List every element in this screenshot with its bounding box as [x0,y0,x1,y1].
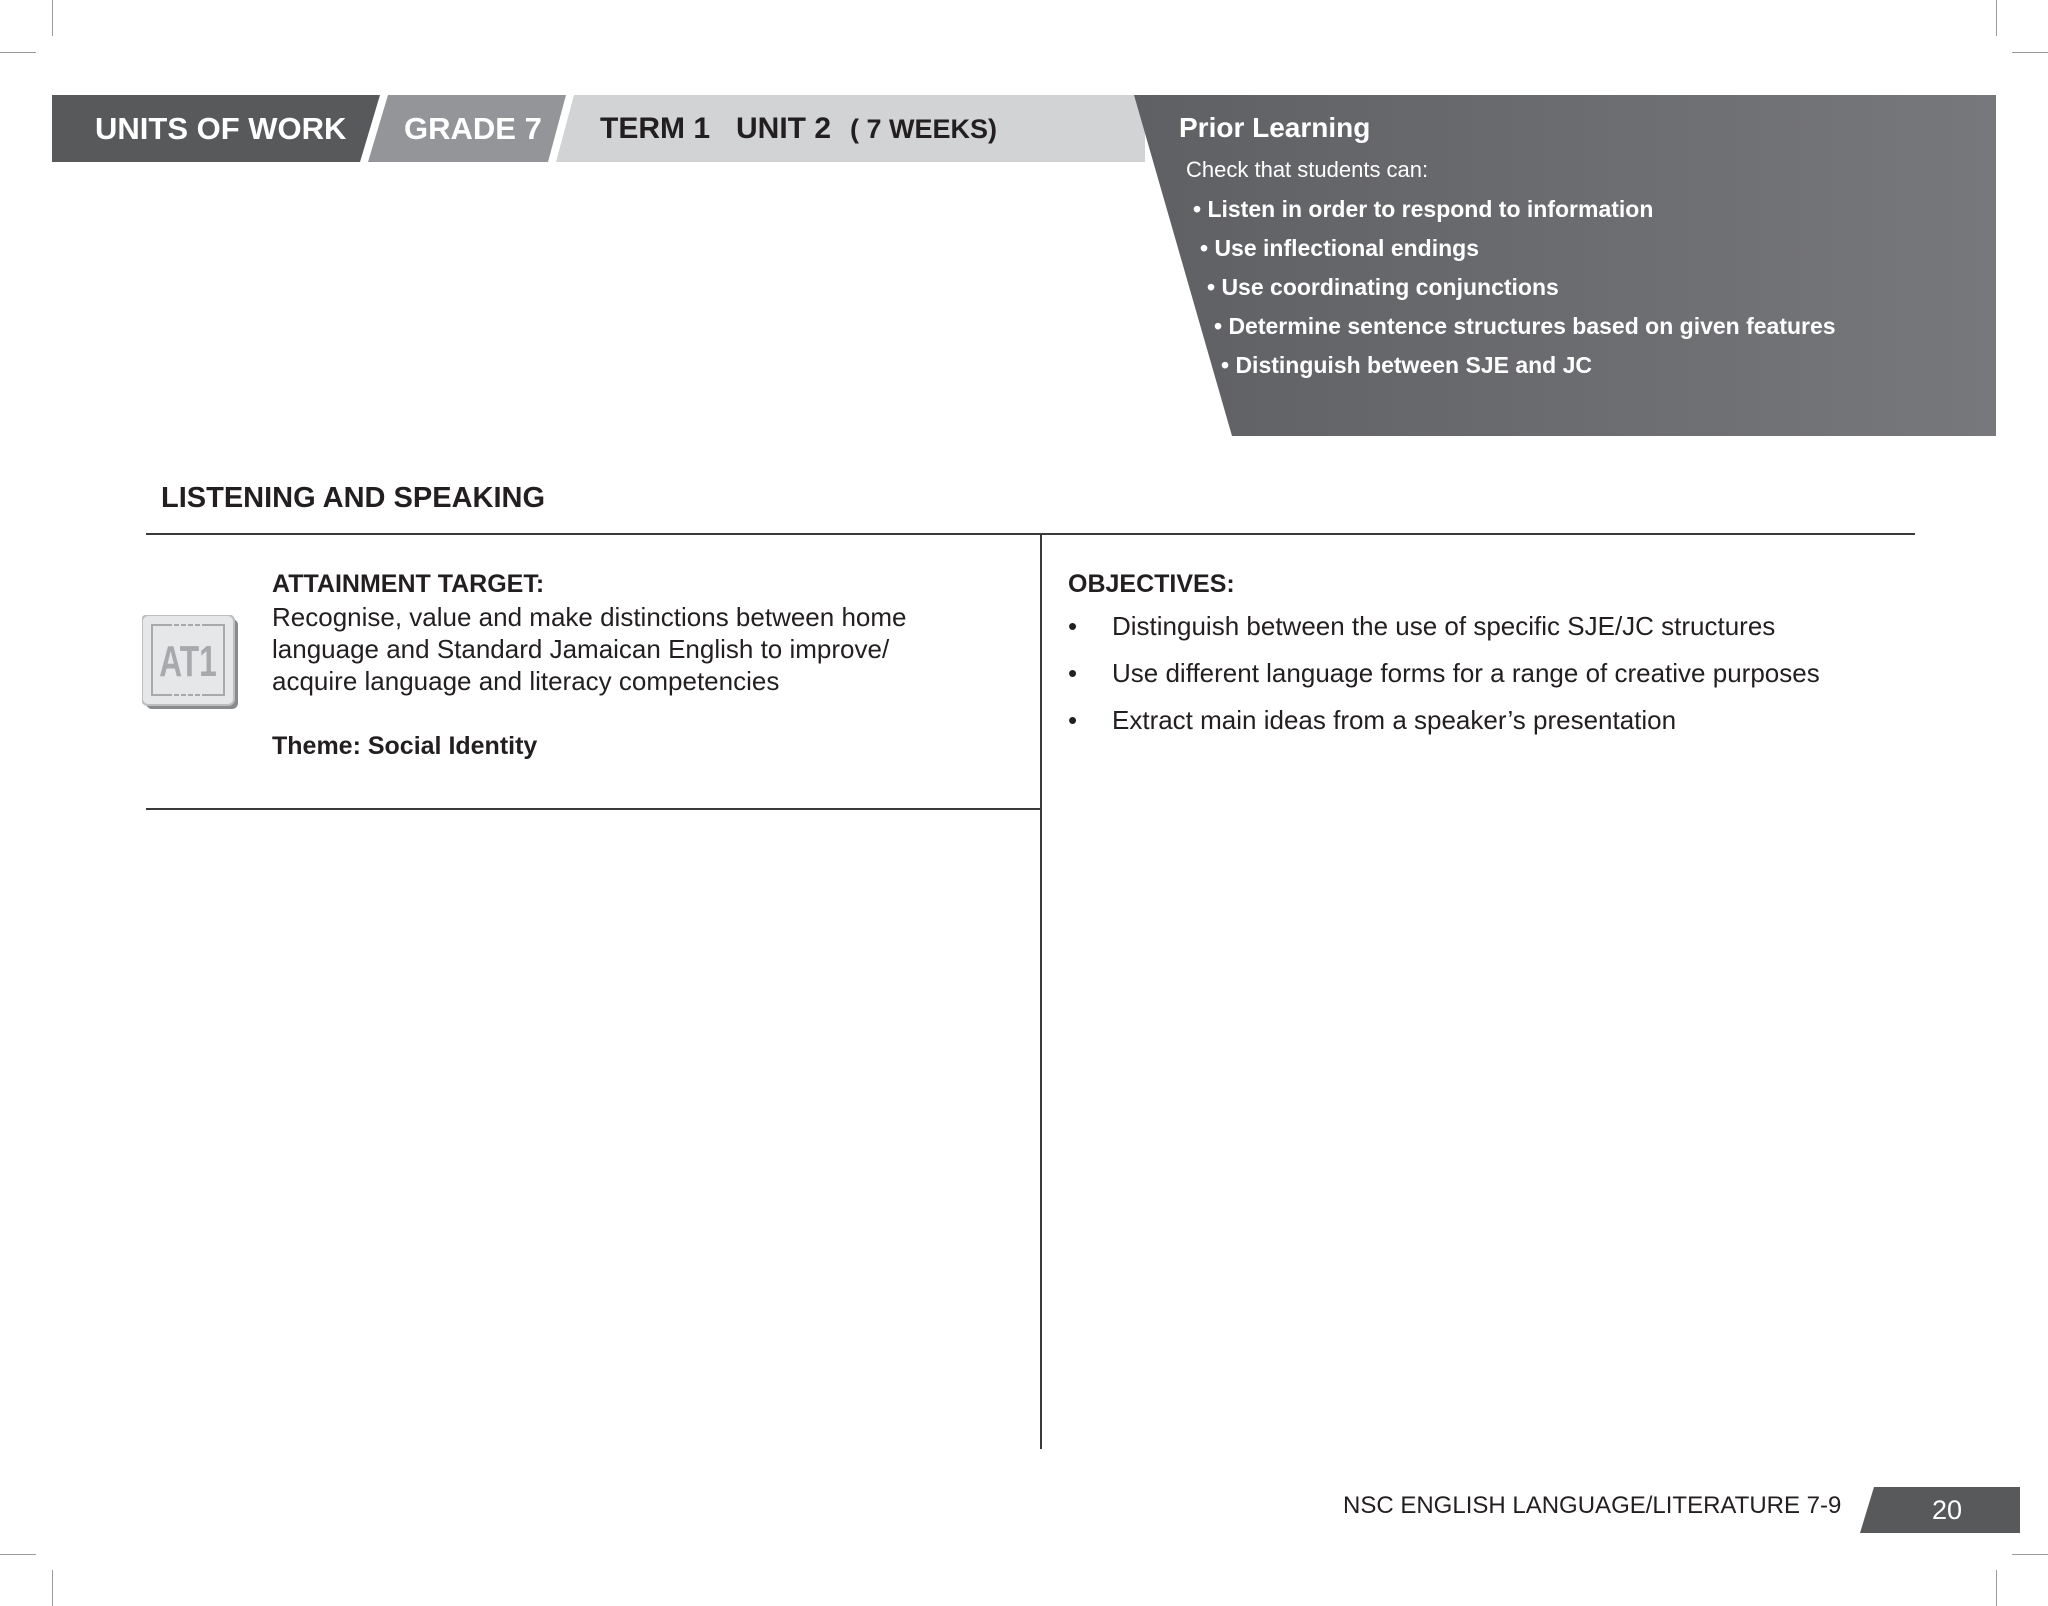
objectives-heading: OBJECTIVES: [1068,570,1235,598]
header-bar [0,0,2048,450]
prior-learning-title: Prior Learning [1179,112,1371,143]
units-of-work-label: UNITS OF WORK [95,111,347,146]
crop-mark [1996,1570,1997,1606]
section-rule [146,533,1915,535]
prior-learning-item: • Distinguish between SJE and JC [1221,352,1593,378]
crop-mark [52,1570,53,1606]
objective-item [1068,705,1676,736]
prior-learning-item: • Determine sentence structures based on given features [1214,313,1836,339]
at1-badge [142,615,240,711]
bullet: • [1068,658,1078,688]
prior-learning-panel [1134,95,1996,436]
prior-learning-intro: Check that students can: [1186,157,1429,182]
bullet: • [1068,705,1078,735]
objective-item [1068,658,1820,689]
prior-learning-item: • Use inflectional endings [1200,235,1479,261]
objective-text: Extract main ideas from a speaker’s presentation [1112,705,1677,735]
prior-learning-item: • Listen in order to respond to information [1193,196,1654,222]
term-label: TERM 1 [600,112,711,145]
objective-text: Distinguish between the use of specific SJE/JC structures [1112,611,1776,641]
prior-learning-item: • Use coordinating conjunctions [1207,274,1559,300]
grade-label: GRADE 7 [404,111,542,146]
page-number: 20 [1931,1494,1963,1525]
theme-label: Theme: Social Identity [272,732,538,760]
section-title: LISTENING AND SPEAKING [161,482,546,514]
attainment-line: language and Standard Jamaican English to improve/ [272,634,890,664]
column-divider [1040,533,1042,1449]
bullet: • [1068,611,1078,641]
attainment-heading: ATTAINMENT TARGET: [272,570,545,598]
attainment-line: acquire language and literacy competencies [272,666,780,696]
unit-label: UNIT 2 [736,112,832,145]
crop-mark [2012,1554,2048,1555]
objective-item [1068,611,1775,642]
attainment-line: Recognise, value and make distinctions between home [272,602,907,632]
weeks-label: ( 7 WEEKS) [850,113,998,144]
footer-book-title: NSC ENGLISH LANGUAGE/LITERATURE 7-9 [1343,1492,1842,1519]
crop-mark [0,1554,36,1555]
objective-text: Use different language forms for a range of creative purposes [1112,658,1820,688]
attainment-bottom-rule [146,808,1040,810]
at1-badge-label: AT1 [159,637,217,686]
